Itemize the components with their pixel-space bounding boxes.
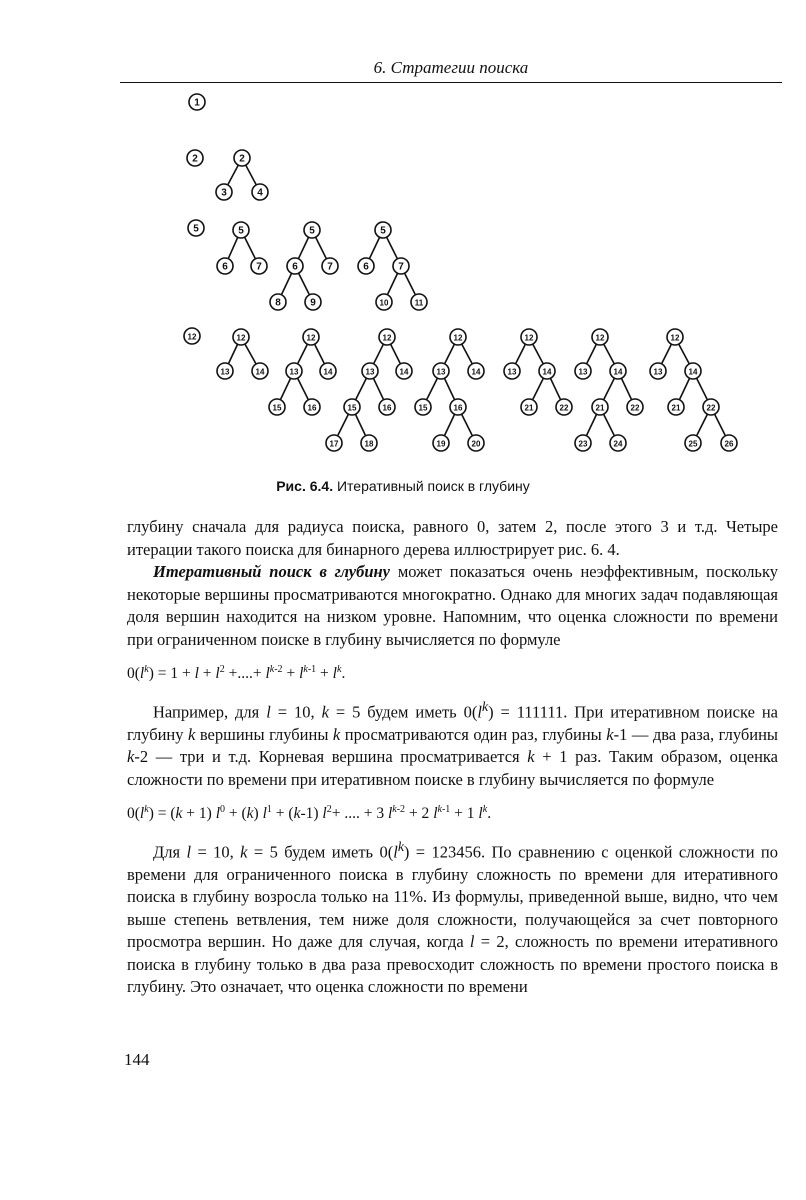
tree-1 xyxy=(189,94,205,110)
tree-edge xyxy=(356,378,367,400)
page-header: 6. Стратегии поиска xyxy=(373,58,529,77)
tree-9 xyxy=(217,329,268,379)
tree-node-label: 12 xyxy=(187,332,197,342)
tree-edge xyxy=(533,378,544,400)
tree-node-label: 5 xyxy=(380,225,386,237)
tree-node-label: 19 xyxy=(436,439,446,449)
tree-node-label: 14 xyxy=(688,367,698,377)
tree-edge xyxy=(245,237,256,259)
tree-2 xyxy=(187,150,203,166)
tree-node-label: 13 xyxy=(436,367,446,377)
tree-edge xyxy=(281,273,291,295)
tree-node-label: 21 xyxy=(524,403,534,413)
tree-edge xyxy=(298,237,308,259)
tree-edge xyxy=(391,344,401,364)
tree-edge xyxy=(587,344,597,364)
tree-6 xyxy=(270,222,338,310)
tree-node-label: 5 xyxy=(309,225,315,237)
tree-edge xyxy=(387,273,397,295)
tree-node-label: 14 xyxy=(613,367,623,377)
tree-node-label: 14 xyxy=(542,367,552,377)
tree-node-label: 12 xyxy=(382,333,392,343)
tree-edge xyxy=(679,378,689,400)
tree-node-label: 11 xyxy=(414,298,424,308)
tree-node-label: 5 xyxy=(193,223,199,235)
tree-node-label: 16 xyxy=(382,403,392,413)
tree-node-label: 15 xyxy=(272,403,282,413)
tree-edge xyxy=(697,414,708,436)
tree-node-label: 13 xyxy=(365,367,375,377)
tree-edge xyxy=(298,378,309,400)
tree-edge xyxy=(228,165,239,185)
tree-node-label: 12 xyxy=(236,333,246,343)
tree-edge xyxy=(338,414,349,436)
tree-node-label: 22 xyxy=(630,403,640,413)
figure-caption xyxy=(0,478,806,494)
tree-node-label: 15 xyxy=(418,403,428,413)
tree-edge xyxy=(280,378,290,400)
tree-node-label: 16 xyxy=(453,403,463,413)
tree-edge xyxy=(462,344,473,364)
tree-edge xyxy=(373,378,383,400)
tree-node-label: 6 xyxy=(292,261,298,273)
tree-node-label: 22 xyxy=(559,403,569,413)
tree-edge xyxy=(604,414,615,436)
tree-edge xyxy=(245,344,256,364)
tree-edge xyxy=(586,414,596,436)
tree-4 xyxy=(188,220,204,236)
tree-node-label: 16 xyxy=(307,403,317,413)
tree-node-label: 22 xyxy=(706,403,716,413)
body-text xyxy=(127,516,778,999)
tree-node-label: 6 xyxy=(363,261,369,273)
tree-node-label: 21 xyxy=(671,403,681,413)
tree-edge xyxy=(662,344,672,364)
tree-edge xyxy=(387,237,398,259)
tree-edge xyxy=(697,378,708,400)
tree-node-label: 12 xyxy=(306,333,316,343)
tree-13 xyxy=(504,329,572,415)
tree-node-label: 3 xyxy=(221,187,227,199)
tree-edge xyxy=(369,237,379,259)
tree-8 xyxy=(184,328,200,344)
tree-edge xyxy=(621,378,631,400)
tree-edge xyxy=(228,344,237,364)
tree-node-label: 17 xyxy=(329,439,339,449)
term-iterative-dfs: Итеративный поиск в глубину xyxy=(153,562,391,581)
tree-edge xyxy=(299,273,310,295)
tree-edge xyxy=(315,344,325,364)
tree-node-label: 13 xyxy=(507,367,517,377)
tree-edge xyxy=(604,344,615,364)
tree-node-label: 15 xyxy=(347,403,357,413)
tree-5 xyxy=(217,222,267,274)
tree-node-label: 7 xyxy=(256,261,262,273)
tree-node-label: 12 xyxy=(524,333,534,343)
tree-node-label: 26 xyxy=(724,439,734,449)
tree-edge xyxy=(374,344,384,364)
tree-edge xyxy=(405,273,416,295)
tree-node-label: 12 xyxy=(453,333,463,343)
tree-node-label: 13 xyxy=(220,367,230,377)
tree-node-label: 9 xyxy=(310,297,316,309)
tree-edge xyxy=(298,344,308,364)
tree-edge xyxy=(246,165,257,185)
tree-node-label: 6 xyxy=(222,261,228,273)
figure-caption-label: Рис. 6.4. xyxy=(276,478,334,494)
tree-edge xyxy=(679,344,690,364)
tree-edge xyxy=(355,414,365,436)
tree-node-label: 2 xyxy=(239,153,245,165)
tree-node-label: 13 xyxy=(578,367,588,377)
tree-node-label: 14 xyxy=(471,367,481,377)
paragraph-2 xyxy=(127,561,778,651)
tree-edge xyxy=(228,237,238,258)
tree-node-label: 14 xyxy=(323,367,333,377)
paragraph-3: Например, для l = 10, k = 5 будем иметь $0(l^k) = 111111$. При итеративном поиске на глубину k вершины глубины k просматриваются один раз, глубины k-1 — два раза, глубины k-2 — три и т.д. Корневая вершина просматривается k + 1 раз. Таким образом, оценка сложности по времени при итеративном поиске в глубину вычисляется по формуле xyxy=(127,698,778,789)
tree-14 xyxy=(575,329,643,451)
iterative-dfs-figure xyxy=(0,0,806,470)
tree-node-label: 21 xyxy=(595,403,605,413)
tree-node-label: 1 xyxy=(194,97,200,109)
tree-node-label: 5 xyxy=(238,225,244,237)
tree-15 xyxy=(650,329,737,451)
tree-node-label: 18 xyxy=(364,439,374,449)
tree-node-label: 7 xyxy=(398,261,404,273)
page-number: 144 xyxy=(124,1050,150,1069)
tree-node-label: 25 xyxy=(688,439,698,449)
tree-edge xyxy=(444,414,454,436)
tree-node-label: 14 xyxy=(255,367,265,377)
tree-node-label: 12 xyxy=(595,333,605,343)
tree-12 xyxy=(415,329,484,451)
tree-node-label: 13 xyxy=(289,367,299,377)
tree-edge xyxy=(550,378,560,400)
paragraph-4: Для l = 10, k = 5 будем иметь $0(l^k) = 123456$. По сравнению с оценкой сложности по времени для ограниченного поиска в глубину сложность по времени для итеративного поиска в глубину возросла только на 11%. Из формулы, приведенной выше, видно, что чем выше степень ветвления, тем ниже доля сложности, получающейся за счет повторного просмотра вершин. Но даже для случая, когда l = 2, сложность по времени итеративного поиска в глубину только в два раза превосходит сложность по времени простого поиска в глубину. Это означает, что оценка сложности по времени xyxy=(127,838,778,997)
tree-edge xyxy=(462,414,473,436)
tree-edge xyxy=(316,237,327,259)
formula-2: $0(l^k) = (k + 1) l^0 + (k) l^1 + (k-1)$ $l^2+$ .... + 3 $l^{k-2} + 2$ $l^{k-1} + 1$ $l^k$. xyxy=(127,804,492,823)
tree-node-label: 7 xyxy=(327,261,333,273)
tree-edge xyxy=(533,344,544,364)
formula-1: $0(l^k) = 1 + l + l^2$ +....+ $l^{k-2} + l^{k-1} + l^k$. xyxy=(127,664,346,683)
tree-node-label: 12 xyxy=(670,333,680,343)
tree-edge xyxy=(715,414,726,436)
tree-edge xyxy=(445,344,455,364)
tree-11 xyxy=(323,329,412,451)
paragraph-2-rest: может показаться очень неэффективным, поскольку некоторые вершины просматриваются многократно. Однако для многих задач подавляющая доля вершин находится на низком уровне. Напомним, что оценка сложности по времени при ограниченном поиске в глубину вычисляется по формуле xyxy=(127,562,778,649)
tree-node-label: 14 xyxy=(399,367,409,377)
tree-edge xyxy=(604,378,615,400)
tree-7 xyxy=(358,222,427,310)
tree-edge xyxy=(444,378,454,400)
tree-3 xyxy=(216,150,268,200)
tree-node-label: 20 xyxy=(471,439,481,449)
tree-node-label: 8 xyxy=(275,297,281,309)
tree-node-label: 13 xyxy=(653,367,663,377)
tree-node-label: 2 xyxy=(192,153,198,165)
tree-node-label: 4 xyxy=(257,187,263,199)
tree-node-label: 23 xyxy=(578,439,588,449)
tree-node-label: 24 xyxy=(613,439,623,449)
paragraph-1: глубину сначала для радиуса поиска, равного 0, затем 2, после этого 3 и т.д. Четыре итерации такого поиска для бинарного дерева иллюстрирует рис. 6. 4. xyxy=(127,517,778,559)
tree-node-label: 10 xyxy=(379,298,389,308)
tree-edge xyxy=(427,378,438,400)
figure-caption-text: Итеративный поиск в глубину xyxy=(336,478,530,494)
tree-edge xyxy=(516,344,526,364)
tree-10 xyxy=(269,329,336,415)
